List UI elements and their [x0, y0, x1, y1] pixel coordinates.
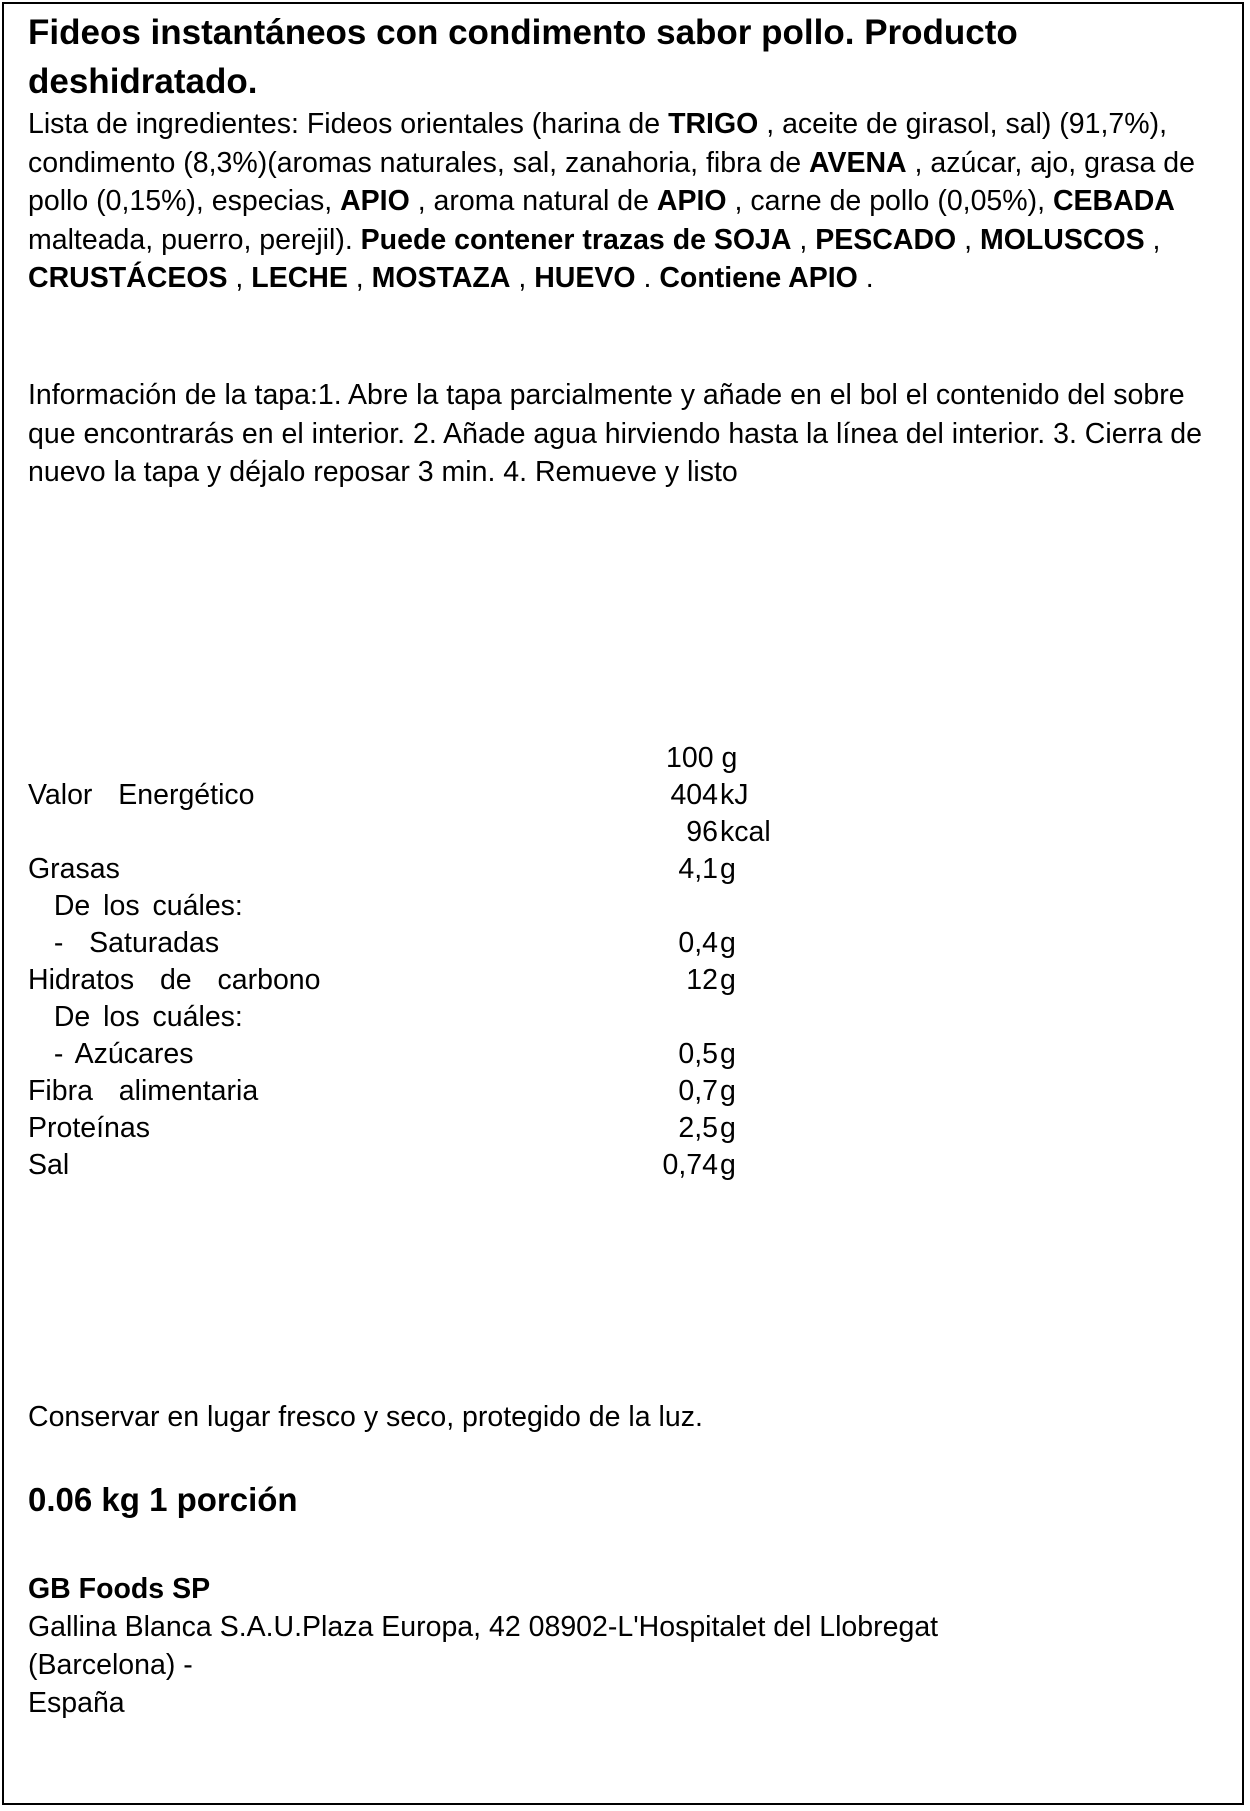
allergen-text: HUEVO	[534, 262, 636, 294]
nutrient-label: Proteínas	[28, 1112, 150, 1144]
nutrient-unit: g	[720, 853, 736, 885]
nutrition-row	[28, 1073, 788, 1110]
ingredient-text: ,	[791, 223, 816, 256]
nutrient-value: 96	[686, 816, 718, 848]
ingredient-text: ,	[956, 223, 980, 256]
nutrition-row	[28, 851, 788, 888]
allergen-text: MOSTAZA	[371, 262, 511, 294]
allergen-text: Contiene APIO	[659, 262, 858, 294]
nutrient-label: Hidratos de carbono	[28, 964, 321, 996]
nutrition-row	[28, 925, 788, 962]
ingredient-text: , azúcar, ajo, grasa de pollo (0,15%), especias,	[28, 146, 1195, 217]
nutrition-row	[28, 1036, 788, 1073]
allergen-text: APIO	[656, 185, 727, 217]
nutrient-unit: g	[720, 1038, 736, 1070]
nutrition-row	[28, 962, 788, 999]
nutrient-unit: g	[720, 964, 736, 996]
nutrient-value: 0,4	[678, 927, 718, 959]
ingredient-text: ,	[227, 262, 252, 294]
label-frame	[2, 2, 1244, 1805]
nutrient-label: De los cuáles:	[28, 1001, 243, 1033]
ingredient-text: ,	[1144, 223, 1161, 256]
allergen-text: MOLUSCOS	[979, 223, 1145, 256]
nutrient-value: 0,7	[678, 1075, 718, 1107]
nutrient-value: 0,5	[678, 1038, 718, 1070]
nutrient-unit: g	[720, 1149, 736, 1181]
nutrient-unit: g	[720, 1075, 736, 1107]
nutrient-unit: g	[720, 927, 736, 959]
ingredient-text: .	[857, 262, 874, 294]
nutrition-row	[28, 999, 788, 1036]
brand-name: GB Foods SP	[28, 1573, 211, 1605]
nutrient-unit: g	[720, 1112, 736, 1144]
nutrient-label: Grasas	[28, 853, 120, 885]
nutrition-row	[28, 888, 788, 925]
nutrient-label: De los cuáles:	[28, 890, 243, 922]
allergen-text: CEBADA	[1052, 185, 1175, 217]
nutrition-header: 100 g	[666, 742, 738, 774]
nutrition-row	[28, 814, 788, 851]
ingredients-list	[28, 105, 1222, 298]
nutrient-label: - Saturadas	[28, 927, 220, 959]
nutrient-value: 12	[686, 964, 718, 996]
nutrition-row	[28, 1147, 788, 1184]
nutrient-label: Valor Energético	[28, 779, 255, 811]
ingredient-text: , aceite de girasol, sal) (91,7%), condimento (8,3%)(aromas naturales, sal, zanahoria, fibra de	[28, 108, 1167, 179]
allergen-text: PESCADO	[815, 223, 957, 256]
nutrient-value: 4,1	[678, 853, 718, 885]
ingredient-text: , carne de pollo (0,05%),	[726, 185, 1053, 217]
storage-note: Conservar en lugar fresco y seco, protegido de la luz.	[28, 1401, 703, 1433]
address-line: España	[28, 1687, 125, 1719]
nutrient-value: 2,5	[678, 1112, 718, 1144]
nutrient-label: - Azúcares	[28, 1038, 194, 1070]
nutrition-row	[28, 1110, 788, 1147]
product-title: Fideos instantáneos con condimento sabor pollo. Producto deshidratado.	[28, 13, 1018, 101]
allergen-text: APIO	[340, 185, 410, 217]
nutrient-value: 404	[670, 779, 718, 811]
manufacturer-address	[28, 1608, 1222, 1722]
address-line: (Barcelona) -	[28, 1649, 193, 1681]
allergen-text: LECHE	[251, 262, 348, 294]
ingredient-text: Lista de ingredientes: Fideos orientales (harina de	[28, 108, 669, 140]
nutrient-unit: kJ	[720, 779, 749, 811]
ingredient-text: , aroma natural de	[409, 185, 657, 217]
ingredient-text: .	[635, 262, 660, 294]
allergen-text: AVENA	[808, 146, 907, 179]
net-weight: 0.06 kg 1 porción	[28, 1481, 298, 1518]
nutrient-value: 0,74	[662, 1149, 718, 1181]
ingredient-text: malteada, puerro, perejil).	[28, 223, 361, 256]
nutrient-unit: kcal	[720, 816, 771, 848]
nutrition-row	[28, 777, 788, 814]
lid-instructions: Información de la tapa:1. Abre la tapa parcialmente y añade en el bol el contenido del sobre que encontrarás en el interior. 2. Añade agua hirviendo hasta la línea del interior. 3. Cierra de nuevo la tapa y déjalo reposar 3 min. 4. Remueve y listo	[28, 379, 1203, 488]
allergen-text: Puede contener trazas de SOJA	[360, 223, 792, 256]
ingredient-text: ,	[347, 262, 372, 294]
ingredient-text: ,	[510, 262, 535, 294]
nutrient-label: Sal	[28, 1149, 70, 1181]
allergen-text: CRUSTÁCEOS	[28, 262, 228, 294]
allergen-text: TRIGO	[668, 108, 759, 140]
address-line: Gallina Blanca S.A.U.Plaza Europa, 42 08902-L'Hospitalet del Llobregat	[28, 1611, 939, 1643]
nutrient-label: Fibra alimentaria	[28, 1075, 259, 1107]
